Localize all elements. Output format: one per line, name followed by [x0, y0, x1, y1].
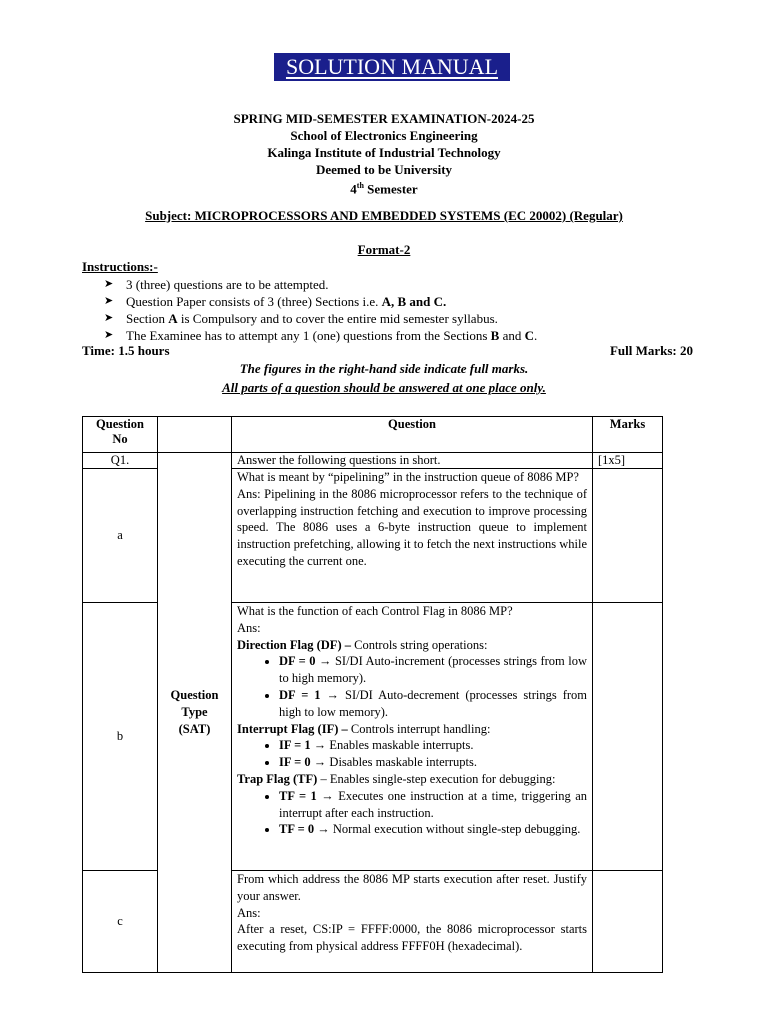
part-a-label: a — [83, 469, 158, 603]
solution-manual-banner: SOLUTION MANUAL — [274, 53, 510, 81]
school-name: School of Electronics Engineering — [290, 128, 478, 143]
question-type-cell — [158, 453, 232, 973]
part-a-content — [232, 469, 593, 603]
instruction-text: Question Paper consists of 3 (three) Sections i.e. A, B and C. — [126, 294, 447, 309]
instruction-item — [104, 327, 537, 344]
semester-number: 4 — [350, 181, 357, 197]
instruction-item — [104, 276, 537, 293]
part-b-marks — [593, 603, 663, 871]
exam-header — [0, 110, 768, 178]
marks-note: The figures in the right-hand side indicate full marks. — [239, 361, 529, 376]
part-c-answer: After a reset, CS:IP = FFFF:0000, the 8086 microprocessor starts executing from physical address FFFF0H (hexadecimal). — [237, 922, 587, 954]
arrow-bullet-icon: ➤ — [104, 312, 114, 324]
tf-heading: Trap Flag (TF) – Enables single-step execution for debugging: — [237, 771, 556, 786]
exam-time: Time: 1.5 hours — [82, 343, 170, 358]
full-marks: Full Marks: 20 — [609, 343, 693, 358]
header-question: Question — [232, 417, 593, 453]
list-item: • IF = 1 → Enables maskable interrupts. — [279, 737, 587, 754]
part-b-content — [232, 603, 593, 871]
instructions-title: Instructions:- — [82, 259, 158, 274]
part-b-label: b — [83, 603, 158, 871]
part-a-marks — [593, 469, 663, 603]
header-blank — [158, 417, 232, 453]
semester-word: Semester — [363, 181, 418, 197]
df-list — [237, 653, 587, 720]
q1-instruction: Answer the following questions in short. — [232, 453, 593, 469]
if-heading: Interrupt Flag (IF) – Controls interrupt handling: — [237, 721, 491, 736]
semester-line — [0, 181, 768, 197]
question-table — [82, 416, 663, 973]
part-c-ans-label: Ans: — [237, 905, 261, 920]
question-type-line: Question — [170, 688, 219, 702]
question-type-line: (SAT) — [178, 722, 211, 736]
arrow-bullet-icon: ➤ — [104, 295, 114, 307]
table-header-row — [83, 417, 663, 453]
table-row — [83, 453, 663, 469]
instruction-item — [104, 310, 537, 327]
part-c-content — [232, 871, 593, 973]
instruction-text: The Examinee has to attempt any 1 (one) questions from the Sections B and C. — [126, 328, 538, 343]
q1-label: Q1. — [83, 453, 158, 469]
part-c-question: From which address the 8086 MP starts execution after reset. Justify your answer. — [237, 872, 587, 903]
arrow-bullet-icon: ➤ — [104, 329, 114, 341]
part-c-label: c — [83, 871, 158, 973]
part-b-ans-label: Ans: — [237, 620, 261, 635]
list-item: • TF = 0 → Normal execution without single-step debugging. — [279, 821, 587, 838]
if-list — [237, 737, 587, 771]
question-type-line: Type — [181, 705, 208, 719]
university-status: Deemed to be University — [315, 162, 453, 177]
format-label: Format-2 — [357, 242, 411, 257]
instruction-item — [104, 293, 537, 310]
instruction-text: 3 (three) questions are to be attempted. — [126, 277, 329, 292]
subject-line: Subject: MICROPROCESSORS AND EMBEDDED SYSTEMS (EC 20002) (Regular) — [145, 208, 623, 223]
list-item: • DF = 1 → SI/DI Auto-decrement (processes strings from high to low memory). — [279, 687, 587, 721]
answer-note: All parts of a question should be answered at one place only. — [222, 380, 546, 395]
part-a-question: What is meant by “pipelining” in the instruction queue of 8086 MP? — [237, 470, 579, 484]
df-heading: Direction Flag (DF) – Controls string operations: — [237, 637, 488, 652]
tf-list — [237, 788, 587, 838]
instructions-list — [104, 276, 537, 344]
instruction-text: Section A is Compulsory and to cover the entire mid semester syllabus. — [126, 311, 498, 326]
list-item: • TF = 1 → Executes one instruction at a time, triggering an interrupt after each instruction. — [279, 788, 587, 822]
institute-name: Kalinga Institute of Industrial Technology — [267, 145, 501, 160]
q1-marks: [1x5] — [593, 453, 663, 469]
exam-title: SPRING MID-SEMESTER EXAMINATION-2024-25 — [233, 111, 535, 126]
list-item: • DF = 0 → SI/DI Auto-increment (processes strings from low to high memory). — [279, 653, 587, 687]
part-c-marks — [593, 871, 663, 973]
semester-suffix: th — [356, 181, 364, 190]
part-a-answer: Ans: Pipelining in the 8086 microprocessor refers to the technique of overlapping instruction fetching and execution to improve processing speed. The 8086 uses a 6-byte instruction queue to implement instruction prefetching, allowing it to fetch the next instructions while executing the current one. — [237, 486, 587, 568]
header-question-no: Question No — [83, 417, 158, 453]
list-item: • IF = 0 → Disables maskable interrupts. — [279, 754, 587, 771]
part-b-question: What is the function of each Control Flag in 8086 MP? — [237, 604, 513, 618]
arrow-bullet-icon: ➤ — [104, 278, 114, 290]
header-marks: Marks — [593, 417, 663, 453]
